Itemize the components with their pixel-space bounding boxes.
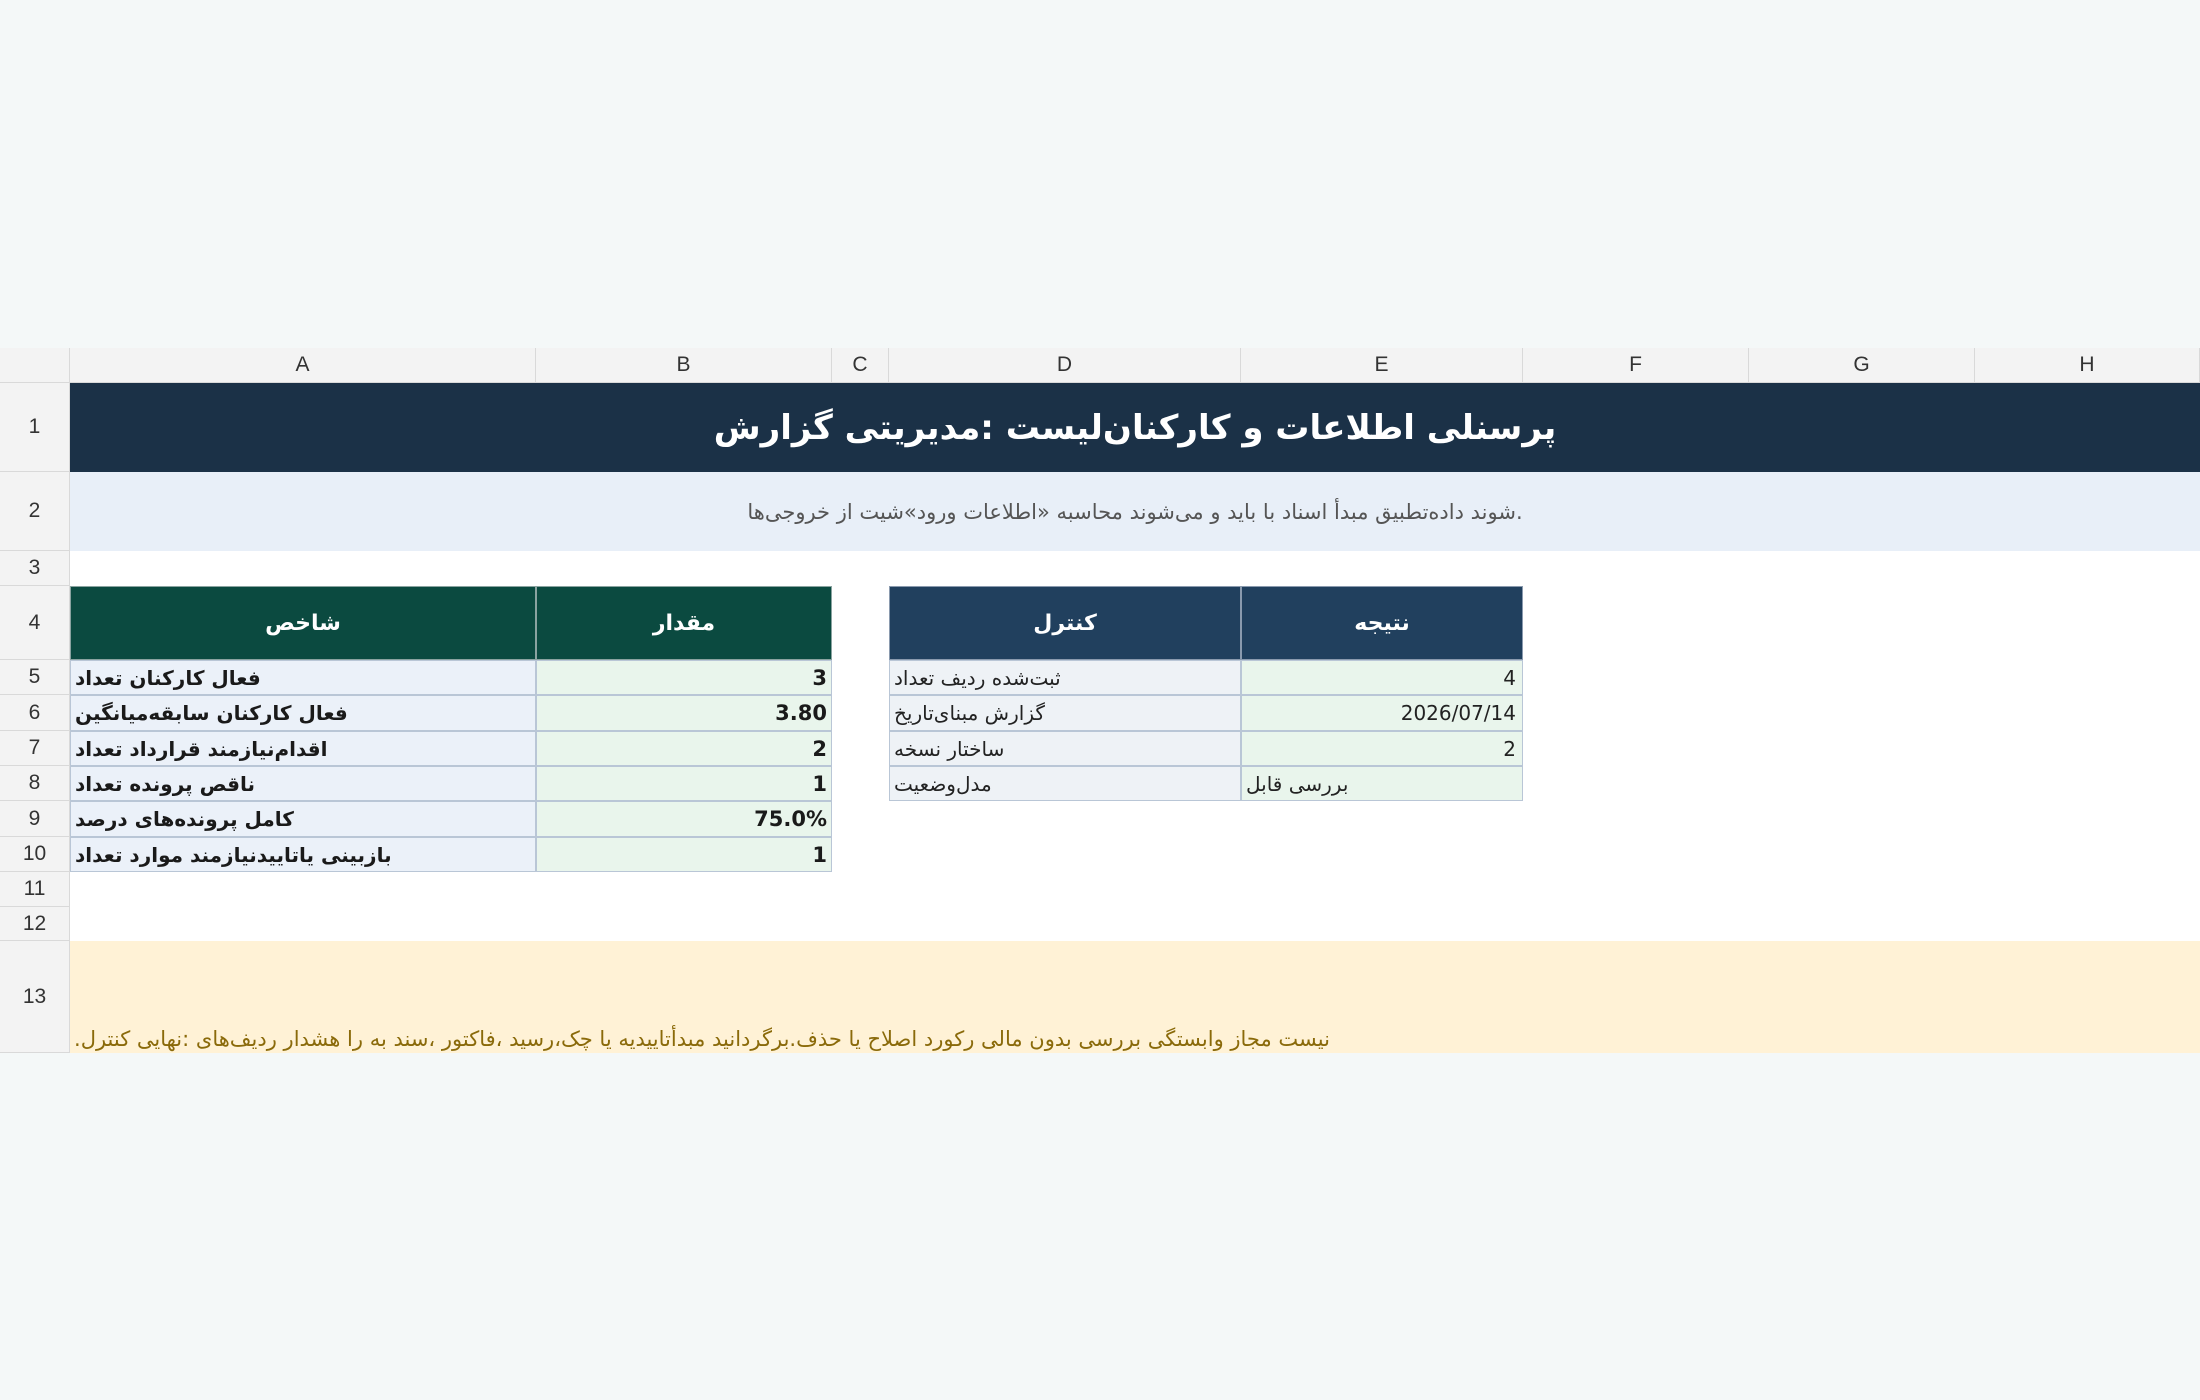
control-value-report-date[interactable]: 2026/07/14 xyxy=(1241,695,1523,731)
kpi-label-contracts-action[interactable]: اقدام‌نیازمند قرارداد تعداد xyxy=(70,731,536,766)
kpi-value-avg-tenure[interactable]: 3.80 xyxy=(536,695,832,731)
kpi-label-avg-tenure[interactable]: فعال کارکنان سابقه‌میانگین xyxy=(70,695,536,731)
control-label-version[interactable]: ساختار نسخه xyxy=(889,731,1241,766)
kpi-header-label[interactable]: شاخص xyxy=(70,586,536,660)
column-header-d[interactable]: D xyxy=(889,348,1241,383)
kpi-label-incomplete-files[interactable]: ناقص پرونده تعداد xyxy=(70,766,536,801)
row-header-9[interactable]: 9 xyxy=(0,801,70,837)
row-header-7[interactable]: 7 xyxy=(0,731,70,766)
control-label-row-count[interactable]: ثبت‌شده ردیف تعداد xyxy=(889,660,1241,695)
row-header-8[interactable]: 8 xyxy=(0,766,70,801)
row-header-3[interactable]: 3 xyxy=(0,551,70,586)
control-value-row-count[interactable]: 4 xyxy=(1241,660,1523,695)
kpi-value-active-staff[interactable]: 3 xyxy=(536,660,832,695)
report-title[interactable]: پرسنلی اطلاعات و کارکنان‌لیست :مدیریتی گزارش xyxy=(70,383,2200,472)
kpi-label-complete-percent[interactable]: کامل پرونده‌های درصد xyxy=(70,801,536,837)
kpi-value-complete-percent[interactable]: 75.0% xyxy=(536,801,832,837)
control-value-status[interactable]: بررسی قابل xyxy=(1241,766,1523,801)
row-header-4[interactable]: 4 xyxy=(0,586,70,660)
control-value-version[interactable]: 2 xyxy=(1241,731,1523,766)
control-label-status[interactable]: مدل‌وضعیت xyxy=(889,766,1241,801)
row-header-13[interactable]: 13 xyxy=(0,941,70,1053)
row-header-10[interactable]: 10 xyxy=(0,837,70,872)
row-header-1[interactable]: 1 xyxy=(0,383,70,472)
row-header-6[interactable]: 6 xyxy=(0,695,70,731)
row-header-2[interactable]: 2 xyxy=(0,472,70,551)
column-header-c[interactable]: C xyxy=(832,348,889,383)
kpi-value-incomplete-files[interactable]: 1 xyxy=(536,766,832,801)
row-header-11[interactable]: 11 xyxy=(0,872,70,907)
select-all-corner[interactable] xyxy=(0,348,70,383)
column-header-g[interactable]: G xyxy=(1749,348,1975,383)
kpi-label-active-staff[interactable]: فعال کارکنان تعداد xyxy=(70,660,536,695)
control-header-value[interactable]: نتیجه xyxy=(1241,586,1523,660)
kpi-label-review-items[interactable]: بازبینی یاتاییدنیازمند موارد تعداد xyxy=(70,837,536,872)
control-label-report-date[interactable]: گزارش مبنای‌تاریخ xyxy=(889,695,1241,731)
kpi-header-value[interactable]: مقدار xyxy=(536,586,832,660)
final-control-warning[interactable]: .نیست مجاز وابستگی بررسی بدون مالی رکورد اصلاح یا حذف.برگردانید مبدأتاییدیه یا چک،رسید ،فاکتور ،سند به را هشدار ردیف‌های :نهایی کنترل xyxy=(70,941,2200,1053)
control-header-label[interactable]: کنترل xyxy=(889,586,1241,660)
column-header-b[interactable]: B xyxy=(536,348,832,383)
kpi-value-review-items[interactable]: 1 xyxy=(536,837,832,872)
column-header-f[interactable]: F xyxy=(1523,348,1749,383)
report-subtitle[interactable]: .شوند داده‌تطبیق مبدأ اسناد با باید و می‌شوند محاسبه «اطلاعات ورود»شیت از خروجی‌ها xyxy=(70,472,2200,551)
row-header-12[interactable]: 12 xyxy=(0,907,70,941)
column-header-h[interactable]: H xyxy=(1975,348,2200,383)
kpi-value-contracts-action[interactable]: 2 xyxy=(536,731,832,766)
column-header-e[interactable]: E xyxy=(1241,348,1523,383)
column-header-a[interactable]: A xyxy=(70,348,536,383)
row-header-5[interactable]: 5 xyxy=(0,660,70,695)
